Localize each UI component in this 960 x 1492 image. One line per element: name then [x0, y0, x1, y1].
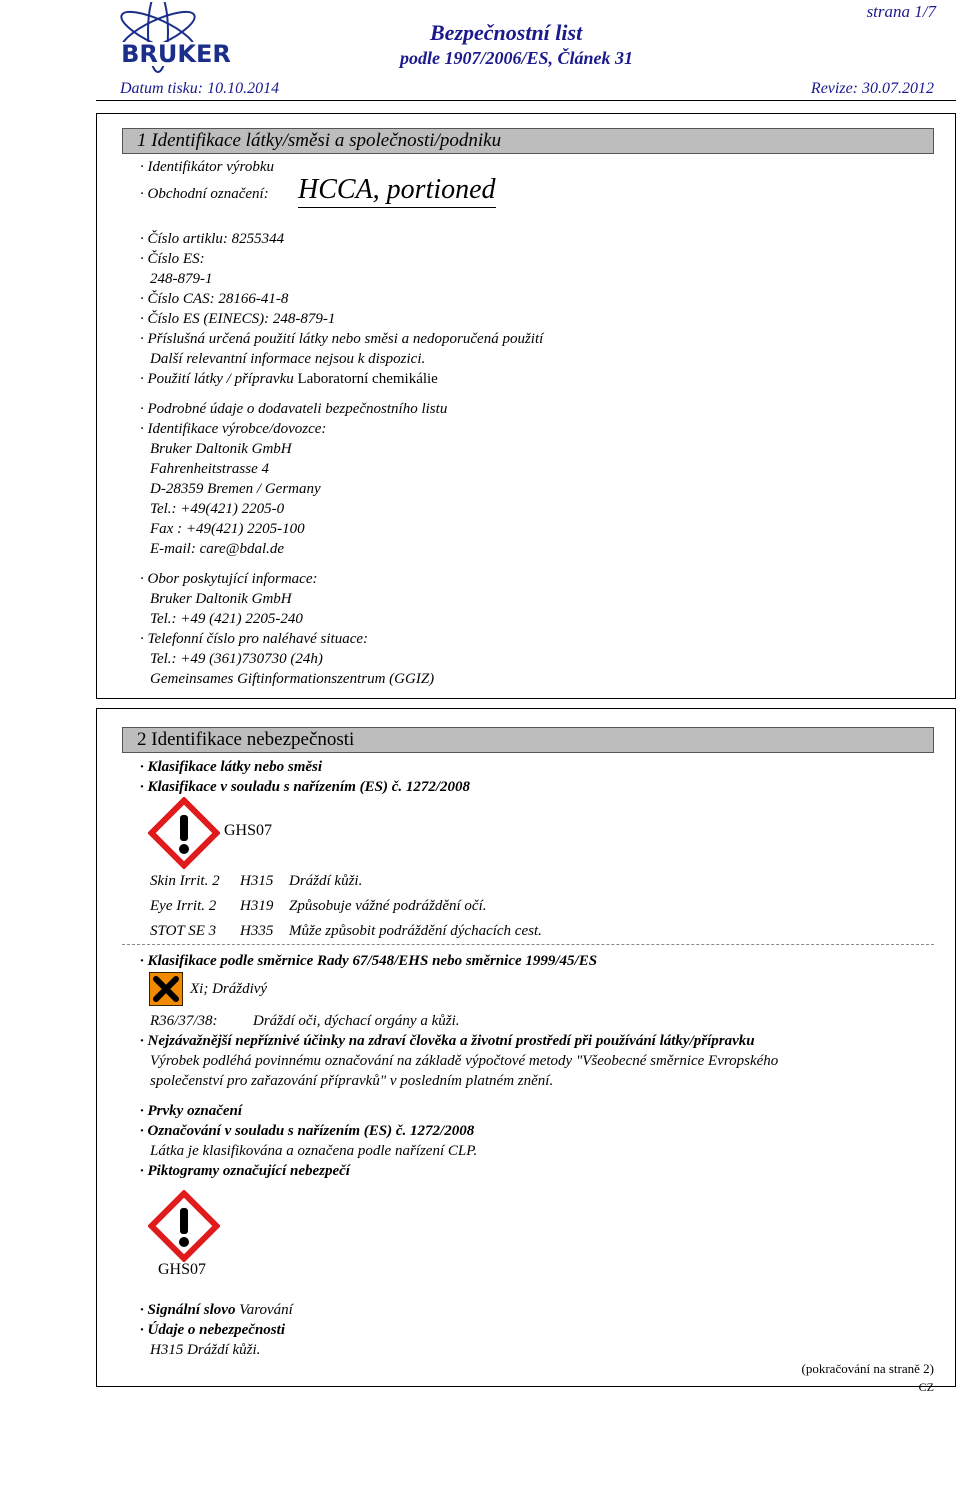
r-text: Dráždí oči, dýchací orgány a kůži. — [253, 1013, 460, 1029]
clp-labelling: · Označování v souladu s nařízením (ES) č. 1272/2008 — [140, 1123, 475, 1139]
emergency-line: Gemeinsames Giftinformationszentrum (GGIZ) — [150, 671, 435, 687]
hazard-code: H315 — [240, 873, 274, 889]
trade-name-label: · Obchodní označení: — [140, 186, 269, 202]
signal-word-line: · Signální slovo Varování — [140, 1302, 293, 1318]
product-identifier: · Identifikátor výrobku — [140, 159, 274, 175]
label-elements: · Prvky označení — [140, 1103, 243, 1119]
language-code: CZ — [918, 1380, 934, 1394]
hazard-code: H335 — [240, 923, 274, 939]
manufacturer-line: Fahrenheitstrasse 4 — [150, 461, 270, 477]
header-rule — [96, 100, 956, 101]
manufacturer-email[interactable]: E-mail: care@bdal.de — [150, 541, 285, 557]
revision-date: Revize: 30.07.2012 — [810, 80, 934, 97]
xi-irritant-icon — [149, 972, 183, 1006]
clp-labelling-text: Látka je klasifikována a označena podle nařízení CLP. — [150, 1143, 478, 1159]
article-number: · Číslo artiklu: 8255344 — [140, 231, 285, 247]
hazard-class: Eye Irrit. 2 — [150, 898, 217, 914]
manufacturer-line: Tel.: +49(421) 2205-0 — [150, 501, 285, 517]
es-number-label: · Číslo ES: — [140, 251, 205, 267]
uses-text: Další relevantní informace nejsou k dispozici. — [150, 351, 426, 367]
continued-note: (pokračování na straně 2) — [801, 1361, 934, 1376]
manufacturer-line: Fax : +49(421) 2205-100 — [150, 521, 305, 537]
emergency-line: Tel.: +49 (361)730730 (24h) — [150, 651, 323, 667]
use-line: · Použití látky / přípravku Laboratorní chemikálie — [140, 371, 438, 387]
effects-text: společenství pro zařazování přípravků" v posledním platném znění. — [150, 1073, 554, 1089]
uses-heading: · Příslušná určená použití látky nebo směsi a nedoporučená použití — [140, 331, 544, 347]
page-number: strana 1/7 — [866, 2, 936, 21]
directive-label: · Klasifikace podle směrnice Rady 67/548/EHS nebo směrnice 1999/45/ES — [140, 953, 598, 969]
r-code: R36/37/38: — [150, 1013, 218, 1029]
effects-label: · Nejzávažnější nepříznivé účinky na zdraví člověka a životní prostředí při používání látky/přípravku — [140, 1033, 755, 1049]
clp-classification-label: · Klasifikace v souladu s nařízením (ES) č. 1272/2008 — [140, 779, 471, 795]
print-date: Datum tisku: 10.10.2014 — [120, 80, 280, 97]
pictograms-label: · Piktogramy označující nebezpečí — [140, 1163, 350, 1179]
hazard-statements-label: · Údaje o nebezpečnosti — [140, 1322, 285, 1338]
pictogram-code: GHS07 — [158, 1261, 207, 1278]
einecs-number: · Číslo ES (EINECS): 248-879-1 — [140, 311, 336, 327]
classification-label: · Klasifikace látky nebo směsi — [140, 759, 323, 775]
hazard-code: H319 — [240, 898, 274, 914]
hazard-statement: H315 Dráždí kůži. — [150, 1342, 261, 1358]
bruker-logo — [96, 2, 256, 78]
manufacturer-line: Bruker Daltonik GmbH — [150, 441, 292, 457]
section-2-heading: 2 Identifikace nebezpečnosti — [122, 727, 934, 753]
svg-text:BRUKER: BRUKER — [121, 40, 231, 68]
document-subtitle: podle 1907/2006/ES, Článek 31 — [400, 48, 634, 68]
section-1-heading: 1 Identifikace látky/směsi a společnosti/podniku — [122, 128, 934, 154]
hazard-text: Způsobuje vážné podráždění očí. — [289, 898, 487, 914]
manufacturer-line: D-28359 Bremen / Germany — [150, 481, 321, 497]
cas-number: · Číslo CAS: 28166-41-8 — [140, 291, 289, 307]
supplier-heading: · Podrobné údaje o dodavateli bezpečnostního listu — [140, 401, 448, 417]
es-number-value: 248-879-1 — [150, 271, 213, 287]
manufacturer-label: · Identifikace výrobce/dovozce: — [140, 421, 327, 437]
trade-name: HCCA, portioned — [298, 174, 496, 208]
info-dept-line: Bruker Daltonik GmbH — [150, 591, 292, 607]
info-dept-line: Tel.: +49 (421) 2205-240 — [150, 611, 303, 627]
effects-text: Výrobek podléhá povinnému označování na základě výpočtové metody "Všeobecné směrnice Evropského — [150, 1053, 779, 1069]
document-title: Bezpečnostní list — [430, 20, 583, 45]
exclamation-pictogram-icon — [148, 1190, 220, 1262]
info-dept-label: · Obor poskytující informace: — [140, 571, 318, 587]
ghs-code: GHS07 — [224, 822, 273, 839]
xi-label: Xi; Dráždivý — [190, 981, 268, 997]
hazard-class: Skin Irrit. 2 — [150, 873, 220, 889]
emergency-label: · Telefonní číslo pro naléhavé situace: — [140, 631, 369, 647]
divider — [122, 944, 934, 945]
hazard-text: Dráždí kůži. — [289, 873, 363, 889]
hazard-class: STOT SE 3 — [150, 923, 217, 939]
exclamation-pictogram-icon — [148, 797, 220, 869]
hazard-text: Může způsobit podráždění dýchacích cest. — [289, 923, 542, 939]
